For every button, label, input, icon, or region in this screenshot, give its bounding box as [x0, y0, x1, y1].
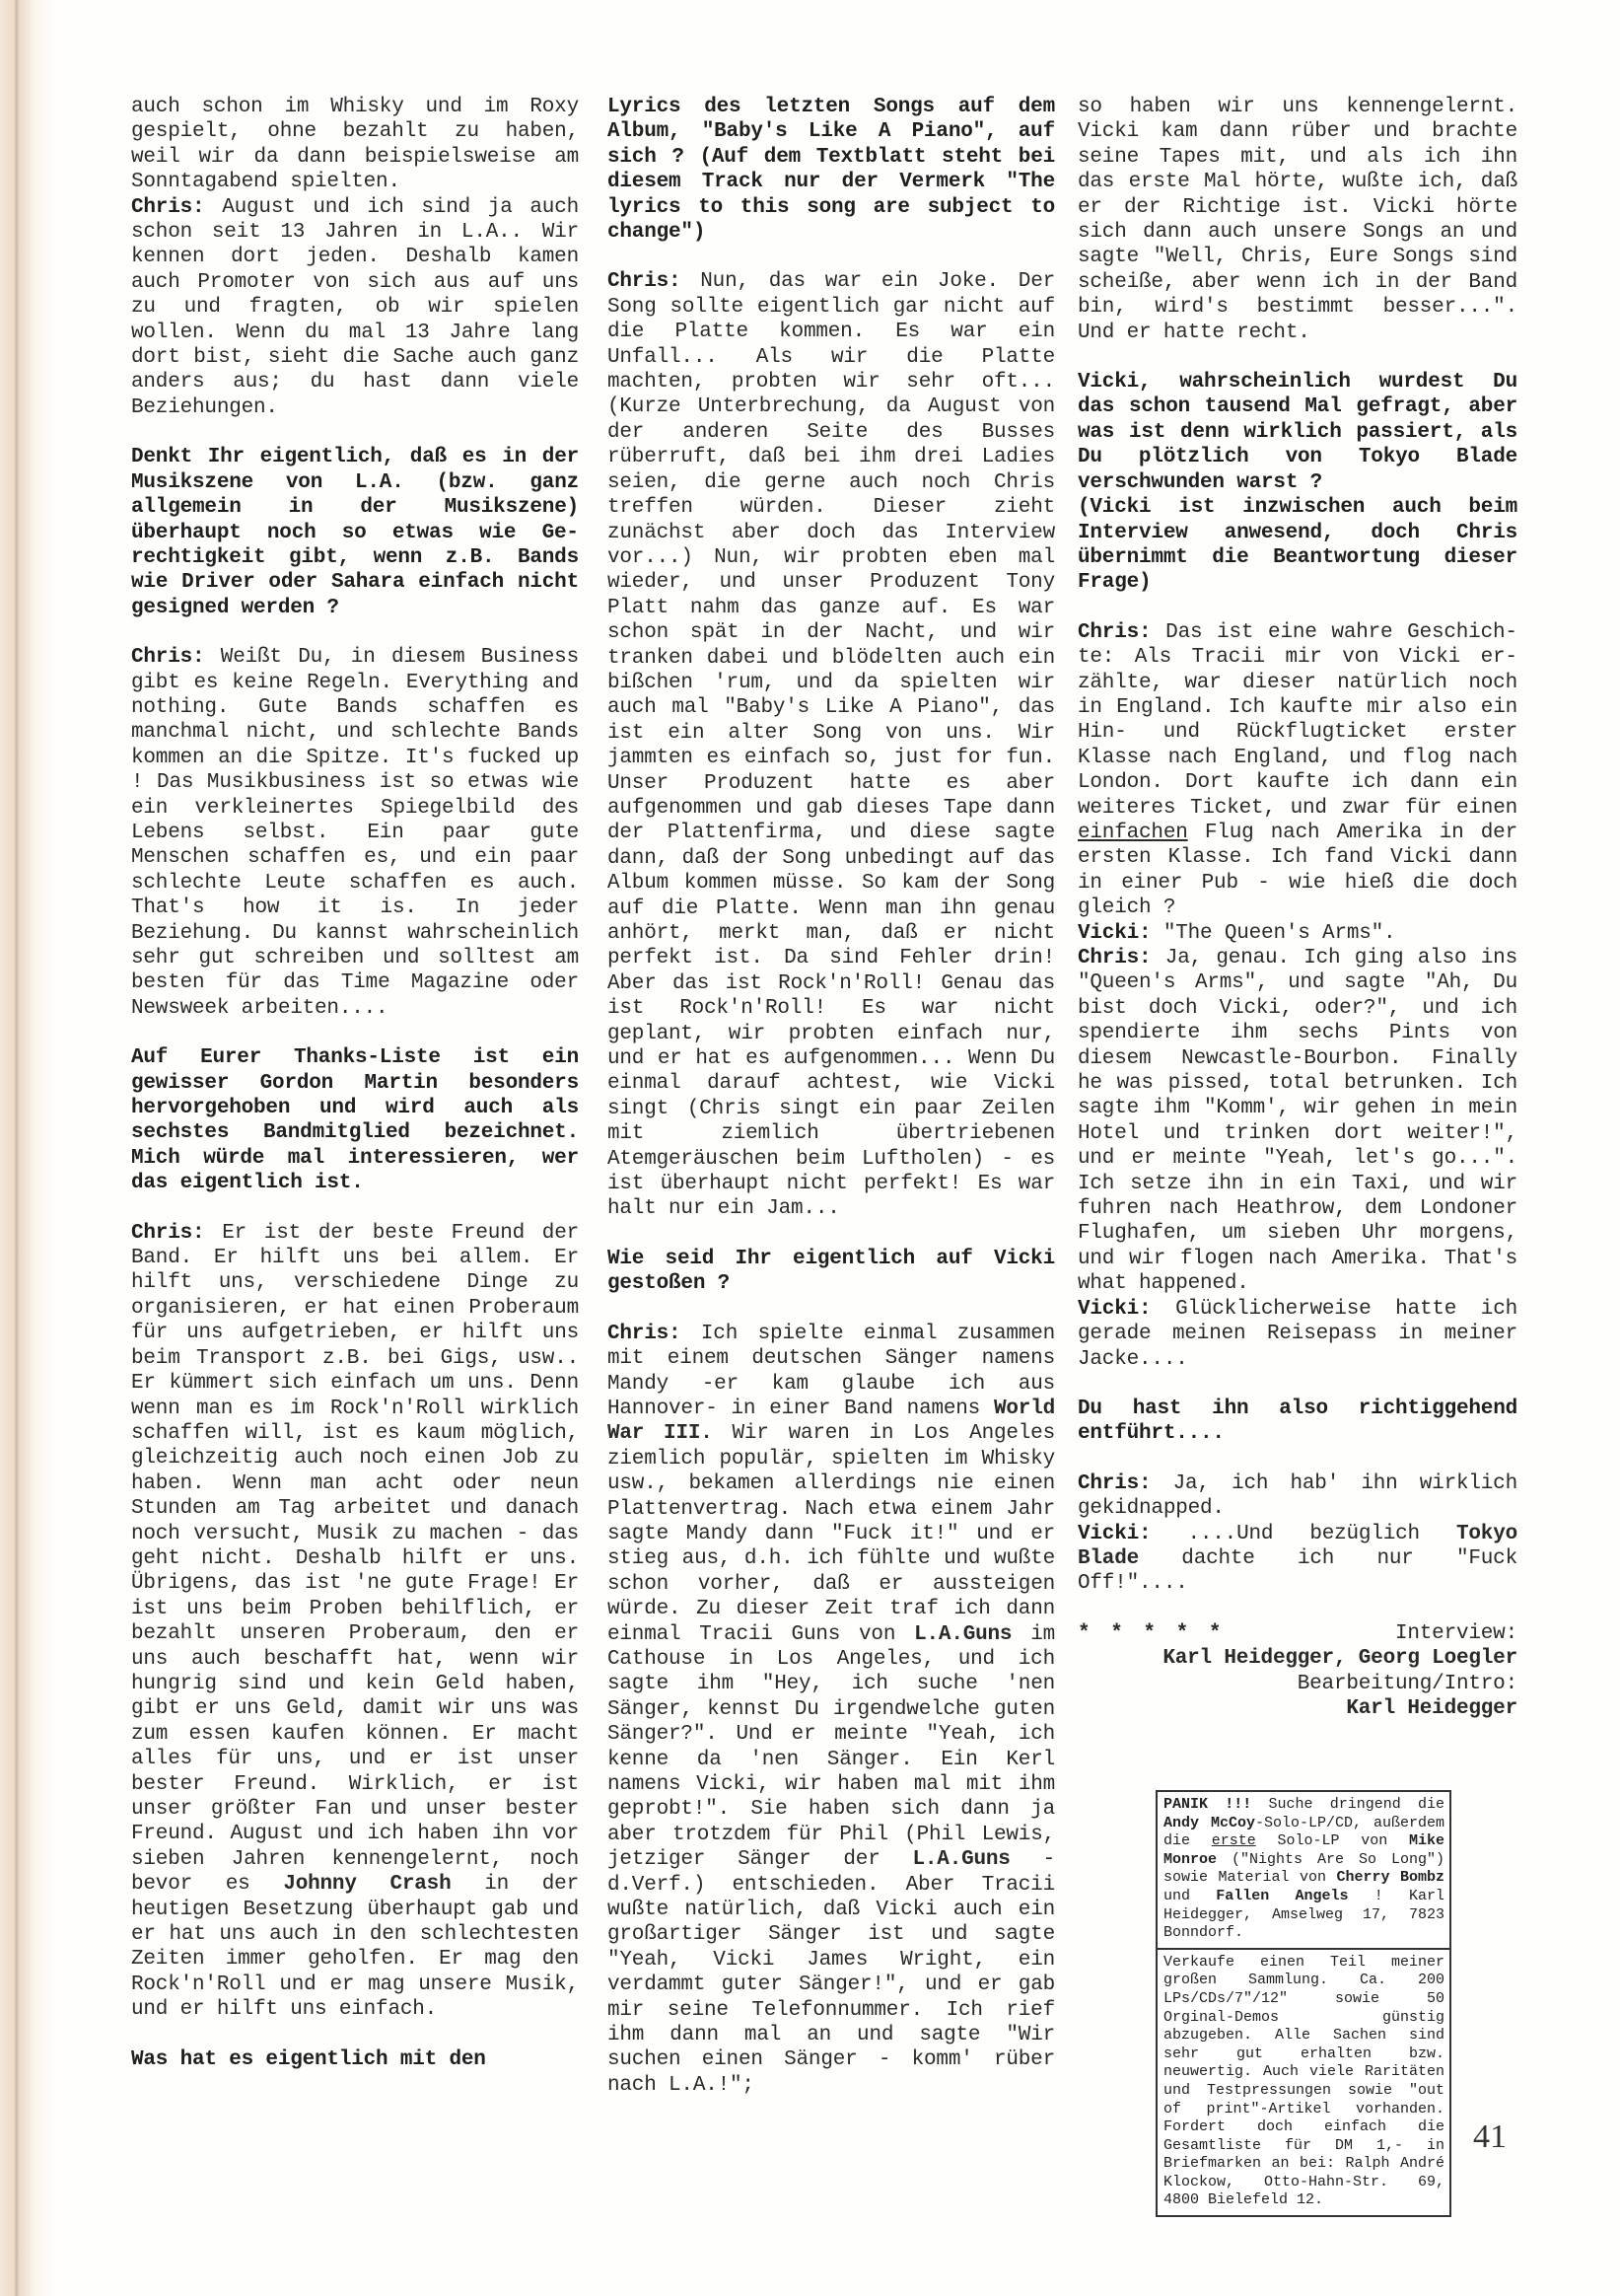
answer-paragraph: Chris: Ja, genau. Ich ging also ins "Queen's Arms", und sagte "Ah, Du bist doch Vicki, oder?", und ich spendierte ihm sechs Pints von diesem Newcastle-Bourbon. Finally he was pissed, total betrunken. Ich sagte ihm "Komm', wir gehen in mein Hotel und trinken dort weiter!", und er meinte "Yeah, let's go...". Ich setze ihn in ein Taxi, und wir fuhren nach Heathrow, dem Londoner Flughafen, um sieben Uhr morgens, und wir flogen nach Amerika. That's what happened. — [1078, 947, 1517, 1296]
asterisk-divider: * * * * * — [1078, 1621, 1226, 1645]
artist-name: Fallen Angels — [1216, 1887, 1349, 1904]
interview-question: Denkt Ihr eigentlich, daß es in der Musikszene von L.A. (bzw. ganz allgemein in der Musikszene) überhaupt noch so etwas wie Gerechtigkeit gibt, wenn z.B. Bands wie Driver oder Sahara einfach nicht gesigned werden ? — [131, 446, 579, 619]
answer-paragraph: Chris: Das ist eine wahre Geschichte: Als Tracii mir von Vicki erzählte, war dieser natürlich noch in England. Ich kaufte mir also ein Hin- und Rückflugticket erster Klasse nach England, und flog nach London. Dort kaufte ich dann ein weiteres Ticket, und zwar für einen einfachen Flug nach Amerika in der ersten Klasse. Ich fand Vicki dann in einer Pub - wie hieß die doch gleich ? — [1078, 620, 1517, 920]
answer-paragraph: Vicki: Glücklicherweise hatte ich gerade meinen Reisepass in meiner Jacke.... — [1078, 1297, 1517, 1371]
underlined-word: erste — [1211, 1832, 1256, 1850]
speaker-label: Chris: — [131, 1221, 205, 1245]
credit-edit-label: Bearbeitung/Intro: — [1297, 1672, 1517, 1695]
speaker-label: Vicki: — [1078, 1522, 1152, 1545]
interview-question: Auf Eurer Thanks-Liste ist ein gewisser Gordon Martin besonders hervorgehoben und wird auch als sechstes Bandmitglied bezeichnet. Mich würde mal interessieren, wer das eigentlich ist. — [131, 1046, 579, 1195]
answer-paragraph: auch schon im Whisky und im Roxy gespielt, ohne bezahlt zu haben, weil wir da dann beispielsweise am Sonntagabend spielten. — [131, 96, 579, 194]
answer-paragraph: Chris: Nun, das war ein Joke. Der Song sollte eigentlich gar nicht auf die Platte kommen. Es war ein Unfall... Als wir die Platte machten, probten wir sehr oft... (Kurze Unterbrechung, da August von der anderen Seite des Busses rüberruft, daß bei ihm drei Ladies seien, die gerne auch noch Chris treffen würden. Dieser zieht zunächst aber doch das Interview vor...) Nun, wir probten eben mal wieder, und unser Produzent Tony Platt nahm das ganze auf. Es war schon spät in der Nacht, und wir tranken dabei und blödelten auch ein bißchen 'rum, und da spielten wir auch mal "Baby's Like A Piano", das ist ein alter Song von uns. Wir jammten es einfach so, just for fun. Unser Produzent hatte es aber aufgenommen und gab dieses Tape dann der Plattenfirma, und diese sagte dann, daß der Song unbedingt auf das Album kommen müsse. So kam der Song auf die Platte. Wenn man ihn genau anhört, merkt man, daß er nicht perfekt ist. Da sind Fehler drin! Aber das ist Rock'n'Roll! Genau das ist Rock'n'Roll! Es war nicht geplant, wir probten einfach nur, und er hat es aufgenommen... Wenn Du einmal darauf achtest, wie Vicki singt (Chris singt ein paar Zeilen mit ziemlich übertriebenen Atemgeräuschen beim Luftholen) - es ist überhaupt nicht perfekt! Es war halt nur ein Jam... — [607, 270, 1055, 1221]
answer-paragraph: Chris: Er ist der beste Freund der Band. Er hilft uns bei allem. Er hilft uns, verschiedene Dinge zu organisieren, er hat einen Proberaum für uns aufgetrieben, er hilft uns beim Transport z.B. bei Gigs, usw.. Er kümmert sich einfach um uns. Denn wenn man es im Rock'n'Roll wirklich schaffen will, ist es kaum möglich, gleichzeitig auch noch einen Job zu haben. Wenn man acht oder neun Stunden am Tag arbeitet und danach noch versucht, Musik zu machen - das geht nicht. Deshalb hilft er uns. Übrigens, das ist 'ne gute Frage! Er ist uns beim Proben behilflich, er bezahlt unseren Proberaum, den er uns auch beschafft hat, wenn wir hungrig sind und kein Geld haben, gibt er uns Geld, damit wir uns was zum essen kaufen können. Er macht alles für uns, und er ist unser bester Freund. Wirklich, er ist unser größter Fan und unser bester Freund. August und ich haben ihn vor sieben Jahren kennengelernt, noch bevor es Johnny Crash in der heutigen Besetzung überhaupt gab und er hat uns auch in den schlechtesten Zeiten immer geholfen. Er mag den Rock'n'Roll und er mag unsere Musik, und er hilft uns einfach. — [131, 1221, 579, 2022]
answer-paragraph: Vicki: ....Und bezüglich Tokyo Blade dachte ich nur "Fuck Off!".... — [1078, 1522, 1517, 1596]
speaker-label: Vicki: — [1078, 1297, 1152, 1321]
speaker-label: Chris: — [607, 1322, 681, 1345]
answer-paragraph: Chris: Ich spielte einmal zusammen mit einem deutschen Sänger namens Mandy -er kam glaube ich aus Hannover- in einer Band namens World War III. Wir waren in Los Angeles ziemlich populär, spielten im Whisky usw., bekamen allerdings nie einen Plattenvertrag. Nach etwa einem Jahr sagte Mandy dann "Fuck it!" und er stieg aus, d.h. ich fühlte und wußte schon vorher, daß er aussteigen würde. Zu dieser Zeit traf ich dann einmal Tracii Guns von L.A.Guns im Cathouse in Los Angeles, und ich sagte ihm "Hey, ich suche 'nen Sänger, kennst Du irgendwelche guten Sänger?". Und er meinte "Yeah, ich kenne da 'nen Sänger. Ein Kerl namens Vicki, wir haben mal mit ihm geprobt!". Sie haben sich dann ja aber trotzdem für Phil (Phil Lewis, jetziger Sänger der L.A.Guns -d.Verf.) entschieden. Aber Tracii wußte natürlich, daß Vicki auch ein großartiger Sänger ist und sagte "Yeah, Vicki James Wright, ein verdammt guter Sänger!", und er gab mir seine Telefonnummer. Ich rief ihm dann mal an und sagte "Wir suchen einen Sänger - komm' rüber nach L.A.!"; — [607, 1322, 1055, 2097]
classified-ads-box — [1156, 1790, 1451, 2217]
answer-paragraph: Chris: August und ich sind ja auch schon seit 13 Jahren in L.A.. Wir kennen dort jeden. Deshalb kamen auch Promoter von sich aus auf uns zu und fragten, ob wir spielen wollen. Wenn du mal 13 Jahre lang dort bist, sieht die Sache auch ganz anders aus; du hast dann viele Beziehungen. — [131, 195, 579, 419]
answer-paragraph: Chris: Weißt Du, in diesem Business gibt es keine Regeln. Everything and nothing. Gute Bands schaffen es manchmal nicht, und schlechte Bands kommen an die Spitze. It's fucked up ! Das Musikbusiness ist so etwas wie ein verkleinertes Spiegelbild des Lebens selbst. Ein paar gute Menschen schaffen es, und ein paar schlechte Leute schaffen es auch. That's how it is. In jeder Beziehung. Du kannst wahrscheinlich sehr gut schreiben und solltest am besten für das Time Magazine oder Newsweek arbeiten.... — [131, 646, 579, 1020]
speaker-label: Chris: — [1078, 620, 1152, 644]
speaker-label: Chris: — [607, 270, 681, 294]
band-name: L.A.Guns — [914, 1622, 1013, 1646]
speaker-label: Chris: — [1078, 1471, 1152, 1495]
page-number: 41 — [1473, 2118, 1507, 2155]
article-column-1 — [131, 95, 579, 2097]
classified-ad-wanted: PANIK !!! Suche dringend die Andy McCoy-Solo-LP/CD, außerdem die erste Solo-LP von Mike Monroe ("Nights Are So Long") sowie Material von Cherry Bombz und Fallen Angels ! Karl Heidegger, Amselweg 17, 7823 Bonndorf. — [1163, 1796, 1445, 1942]
speaker-label: Chris: — [131, 646, 205, 670]
credit-edit-name: Karl Heidegger — [1346, 1696, 1517, 1720]
artist-name: Andy McCoy — [1163, 1814, 1255, 1831]
band-name: World War III. — [607, 1397, 1055, 1446]
artist-name: Cherry Bombz — [1336, 1869, 1444, 1887]
artist-name: Mike Monroe — [1163, 1832, 1444, 1868]
credit-interview-label: Interview: — [1394, 1621, 1517, 1645]
article-column-3 — [1078, 95, 1517, 1721]
band-name: L.A.Guns — [912, 1848, 1011, 1872]
article-credits — [1078, 1621, 1517, 1722]
editor-note: (Vicki ist inzwischen auch beim Interview anwesend, doch Chris übernimmt die Beantwortung dieser Frage) — [1078, 496, 1517, 595]
band-name: Tokyo Blade — [1078, 1522, 1517, 1570]
interview-question: Wie seid Ihr eigentlich auf Vicki gestoßen ? — [607, 1247, 1055, 1296]
interview-question: Du hast ihn also richtiggehend entführt.... — [1078, 1397, 1517, 1446]
speaker-label: Chris: — [131, 195, 205, 219]
underlined-word: einfachen — [1078, 821, 1188, 844]
classified-ad-for-sale: Verkaufe einen Teil meiner großen Sammlung. Ca. 200 LPs/CDs/7"/12" sowie 50 Orginal-Demos günstig abzugeben. Alle Sachen sind sehr gut erhalten bzw. neuwertig. Auch viele Raritäten und Testpressungen sowie "out of print"-Artikel vorhanden. Fordert doch einfach die Gesamtliste für DM 1,- in Briefmarken an bei: Ralph André Klockow, Otto-Hahn-Str. 69, 4800 Bielefeld 12. — [1158, 1948, 1449, 2215]
band-name: Johnny Crash — [283, 1873, 452, 1897]
answer-paragraph: Chris: Ja, ich hab' ihn wirklich gekidnapped. — [1078, 1471, 1517, 1521]
answer-paragraph: Vicki: "The Queen's Arms". — [1078, 921, 1396, 945]
speaker-label: Vicki: — [1078, 921, 1152, 945]
speaker-label: Chris: — [1078, 947, 1152, 969]
answer-paragraph: so haben wir uns kennengelernt. Vicki kam dann rüber und brachte seine Tapes mit, und als ich ihn das erste Mal hörte, wußte ich, daß er der Richtige ist. Vicki hörte sich dann auch unsere Songs an und sagte "Well, Chris, Eure Songs sind scheiße, aber wenn ich in der Band bin, wird's bestimmt besser...". Und er hatte recht. — [1078, 96, 1517, 344]
page-binding-shadow — [0, 0, 59, 2296]
credit-interview-names: Karl Heidegger, Georg Loegler — [1162, 1647, 1517, 1671]
article-column-2 — [607, 95, 1055, 2122]
interview-question: Vicki, wahrscheinlich wurdest Du das schon tausend Mal gefragt, aber was ist denn wirklich passiert, als Du plötzlich von Tokyo Blade verschwunden warst ? — [1078, 371, 1517, 494]
interview-question: Lyrics des letzten Songs auf dem Album, "Baby's Like A Piano", auf sich ? (Auf dem Textblatt steht bei diesem Track nur der Vermerk "The lyrics to this song are subject to change") — [607, 96, 1055, 245]
interview-question: Was hat es eigentlich mit den — [131, 2047, 486, 2071]
ad-lead: PANIK !!! — [1163, 1796, 1252, 1813]
